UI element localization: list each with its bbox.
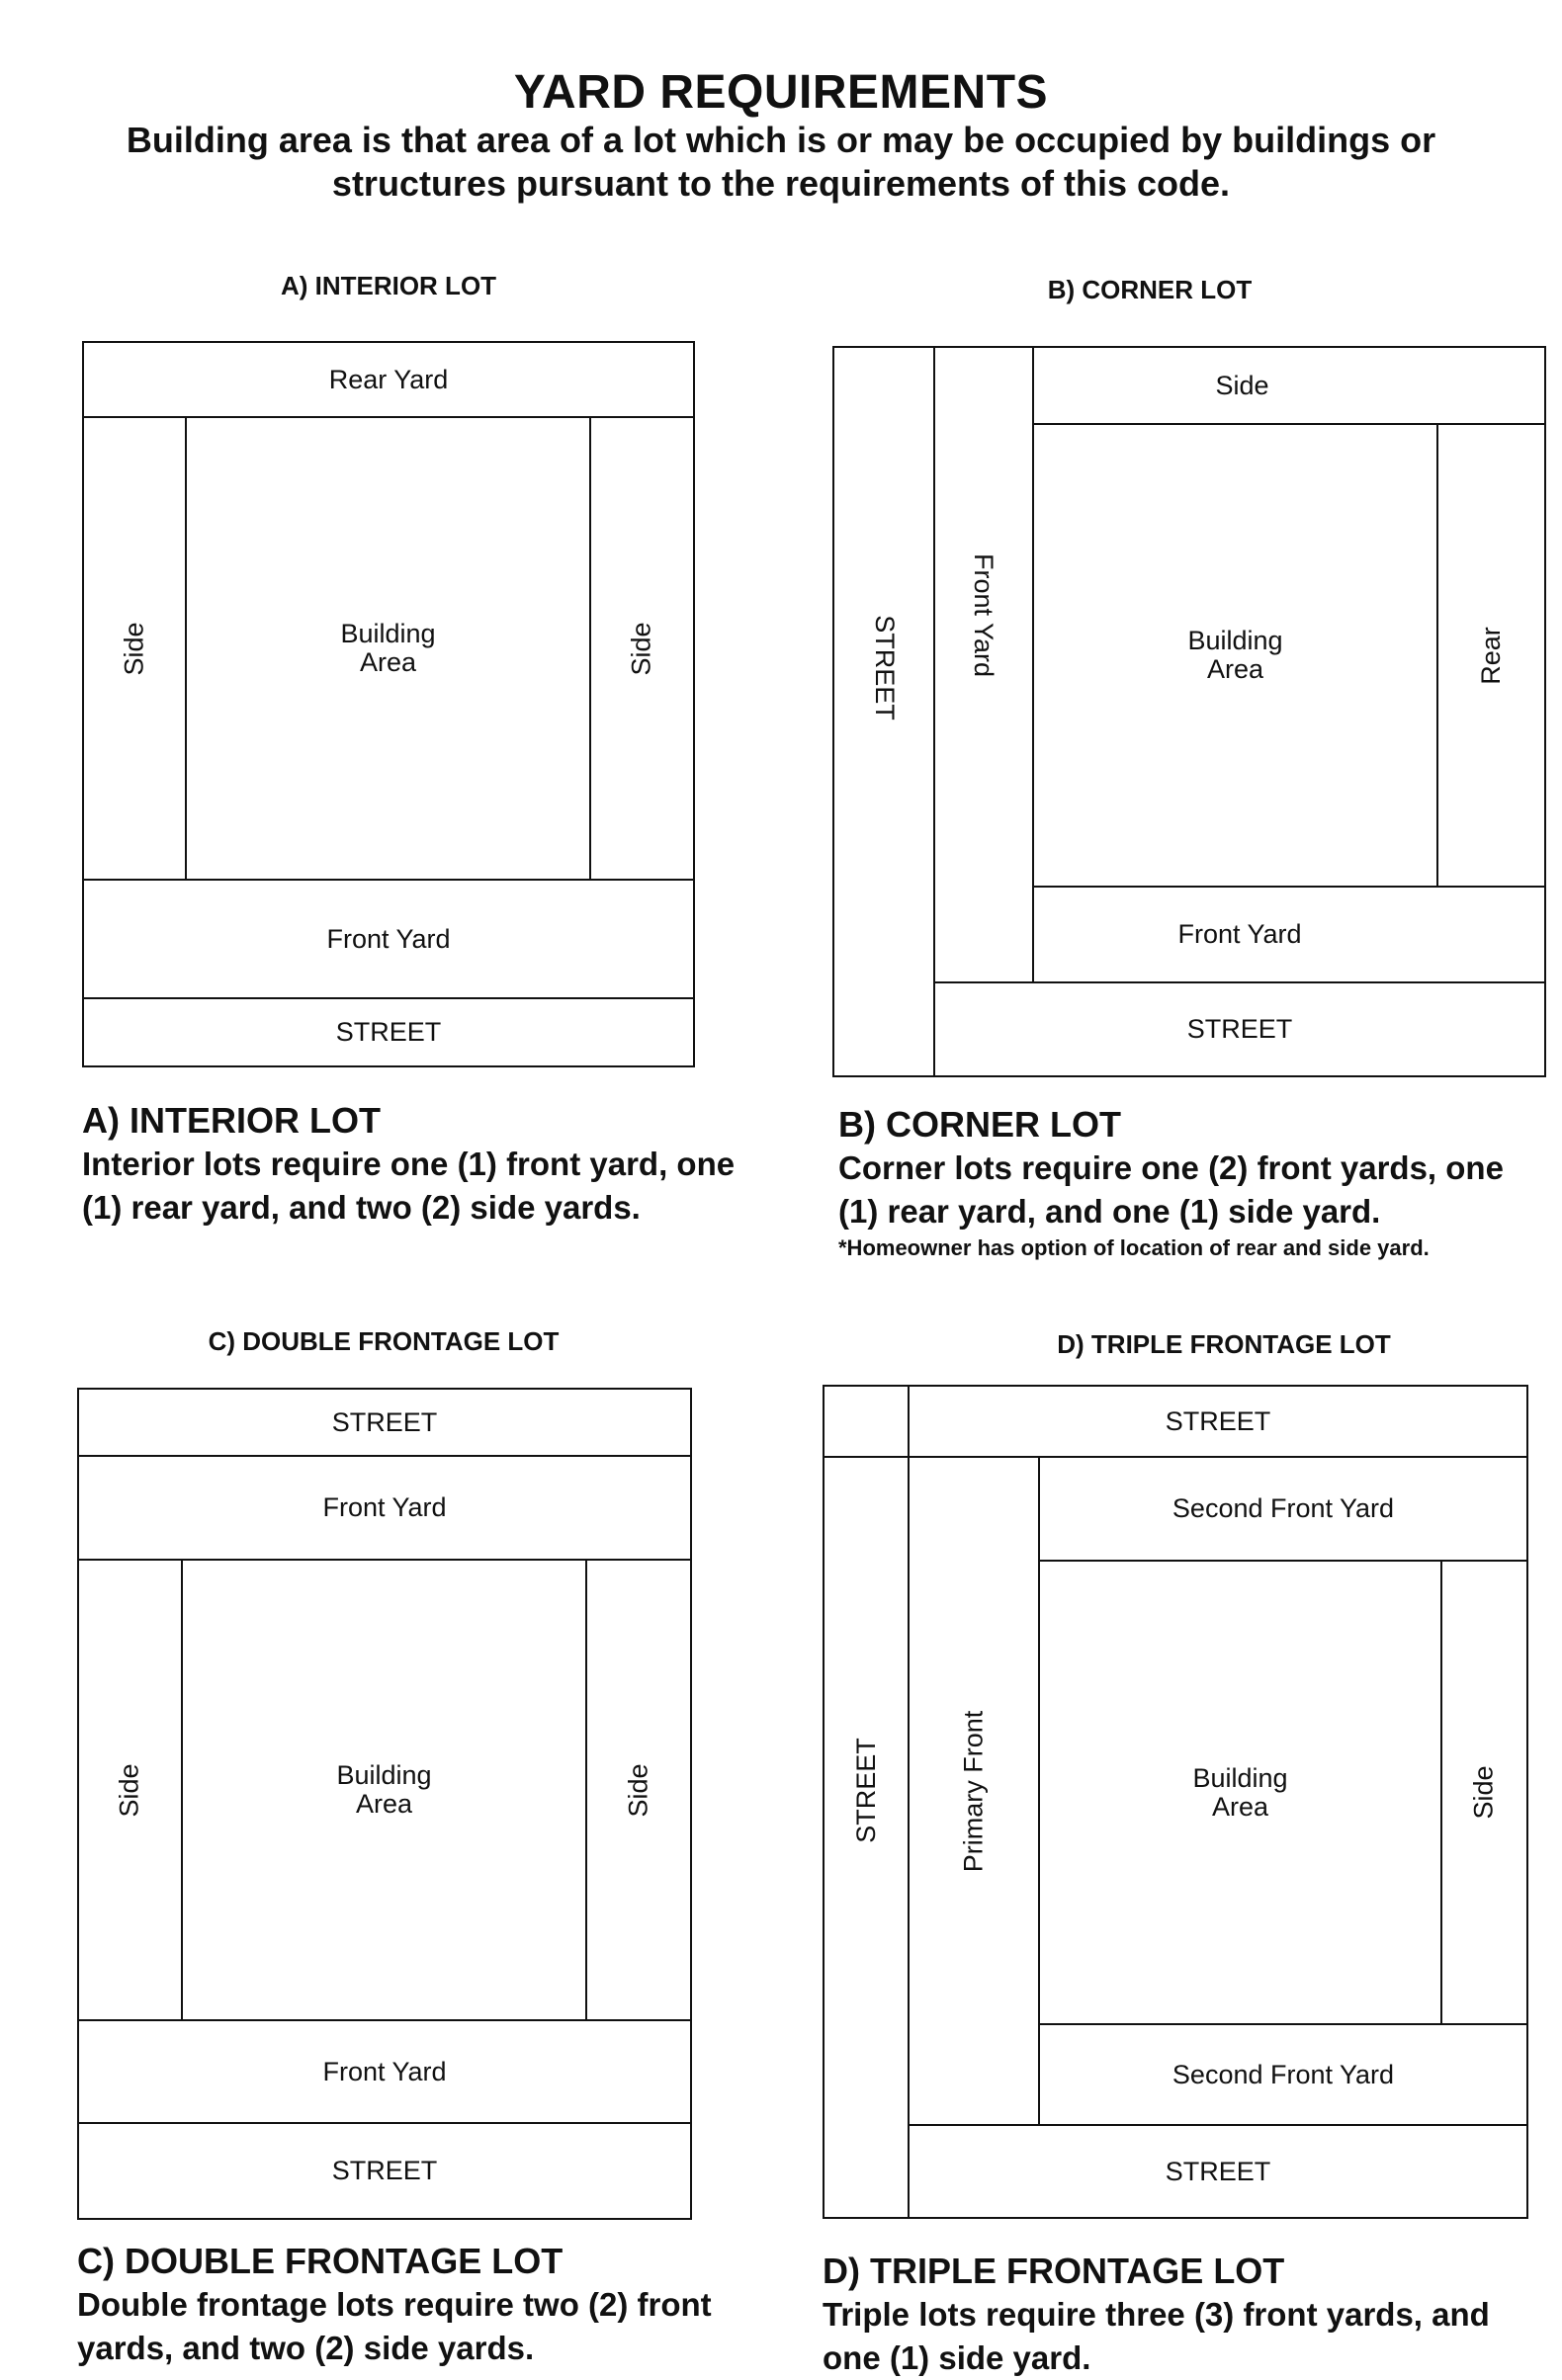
lot-c-caption-title: C) DOUBLE FRONTAGE LOT	[77, 2241, 564, 2281]
lot-c-caption	[77, 2240, 769, 2370]
lot-c-side-right-label: Side	[623, 1762, 653, 1818]
lot-a-caption-desc: Interior lots require one (1) front yard, one (1) rear yard, and two (2) side yards.	[82, 1146, 736, 1226]
lot-a-caption-title: A) INTERIOR LOT	[82, 1100, 381, 1141]
lot-a-side-left-label: Side	[119, 621, 149, 676]
lot-d-heading: D) TRIPLE FRONTAGE LOT	[1057, 1329, 1391, 1359]
lot-b-street-left-label: STREET	[869, 614, 900, 721]
lot-a-building-area-label: Building Area	[340, 619, 436, 677]
lot-c-street-bottom-label: STREET	[331, 2156, 438, 2185]
lot-b-caption-note: *Homeowner has option of location of rear and side yard.	[838, 1235, 1430, 1260]
lot-c-building-area-label: Building Area	[336, 1760, 432, 1819]
lot-b-heading: B) CORNER LOT	[1047, 275, 1253, 304]
lot-d-caption-title: D) TRIPLE FRONTAGE LOT	[823, 2251, 1285, 2291]
lot-b-side-top-label: Side	[1215, 370, 1269, 400]
lot-a-rear-yard-label: Rear Yard	[328, 364, 449, 394]
lot-d-street-bottom-label: STREET	[1165, 2156, 1271, 2186]
lot-a-heading: A) INTERIOR LOT	[280, 271, 497, 300]
lot-d-street-left-label: STREET	[850, 1737, 881, 1843]
lot-b-caption	[838, 1103, 1550, 1263]
lot-a-side-right-label: Side	[626, 621, 656, 676]
lot-b-building-area-label: Building Area	[1187, 626, 1283, 684]
lot-a-front-yard-label: Front Yard	[326, 923, 451, 954]
lot-a-caption	[82, 1099, 774, 1230]
lot-b-front-yard-left-label: Front Yard	[969, 552, 999, 678]
lot-b-rear-label: Rear	[1476, 626, 1506, 685]
lot-d-caption-desc: Triple lots require three (3) front yards, and one (1) side yard.	[823, 2296, 1490, 2376]
lot-c-front-yard-bottom-label: Front Yard	[322, 2056, 447, 2086]
lot-c-side-left-label: Side	[114, 1762, 144, 1818]
lot-d-primary-front-label: Primary Front	[958, 1710, 989, 1872]
lot-b-street-bottom-label: STREET	[1186, 1014, 1293, 1044]
lot-b-caption-title: B) CORNER LOT	[838, 1104, 1121, 1145]
lot-a-street-label: STREET	[335, 1017, 442, 1047]
lot-d-second-front-bottom-label: Second Front Yard	[1172, 2059, 1395, 2089]
lot-b-front-yard-bottom-label: Front Yard	[1177, 919, 1302, 949]
page-subtitle: Building area is that area of a lot which is or may be occupied by buildings or structures pursuant to the requirements of this code.	[126, 120, 1436, 204]
lot-d-second-front-top-label: Second Front Yard	[1172, 1493, 1395, 1523]
lot-c-heading: C) DOUBLE FRONTAGE LOT	[208, 1326, 560, 1356]
lot-c-caption-desc: Double frontage lots require two (2) front yards, and two (2) side yards.	[77, 2286, 712, 2366]
lot-d-side-right-label: Side	[1468, 1765, 1499, 1820]
lot-d-caption	[823, 2250, 1534, 2380]
lot-b-caption-desc: Corner lots require one (2) front yards, one (1) rear yard, and one (1) side yard.	[838, 1149, 1504, 1230]
lot-d-street-top-label: STREET	[1165, 1405, 1271, 1436]
lot-d-building-area-label: Building Area	[1192, 1762, 1288, 1822]
lot-c-street-top-label: STREET	[331, 1406, 438, 1437]
lot-c-front-yard-top-label: Front Yard	[322, 1492, 447, 1522]
page-title: YARD REQUIREMENTS	[513, 66, 1049, 119]
